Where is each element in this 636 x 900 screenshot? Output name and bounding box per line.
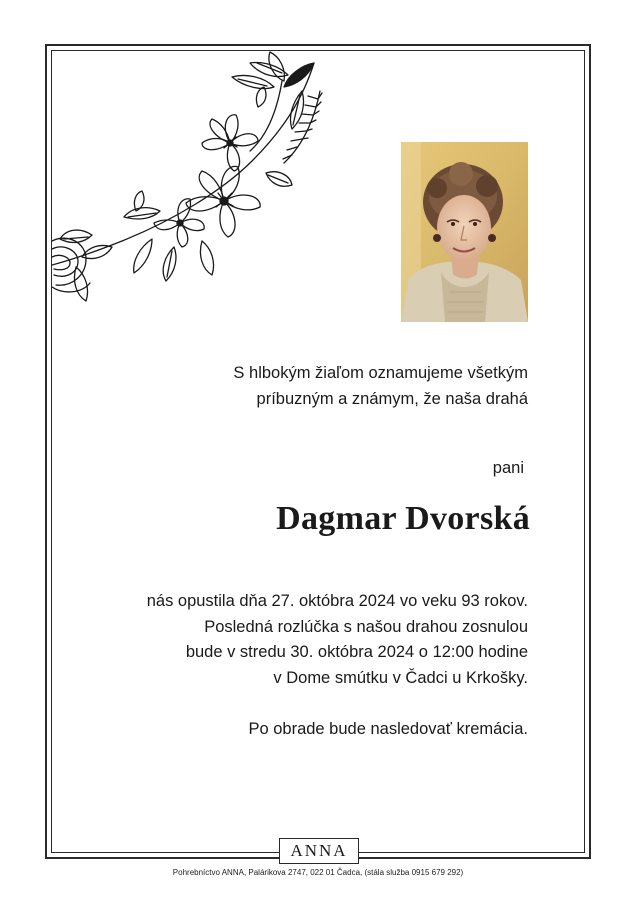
brand-badge: ANNA [279,838,359,864]
details-line-1: nás opustila dňa 27. októbra 2024 vo veku 93 rokov. [146,592,528,610]
title-word: pani [492,459,524,477]
portrait-photo [401,142,528,322]
floral-wreath-ornament [52,51,352,311]
details-line-4: v Dome smútku v Čadci u Krkošky. [273,668,528,687]
announcement-intro [233,360,528,412]
footer-contact: Pohrebníctvo ANNA, Palárikova 2747, 022 01 Čadca, (stála služba 0915 679 292) [172,868,464,877]
funeral-details [147,589,528,691]
intro-line-2: príbuzným a známym, že naša drahá [256,390,528,408]
intro-line-1: S hlbokým žiaľom oznamujeme všetkým [233,364,528,382]
details-line-2: Posledná rozlúčka s našou drahou zosnulou [204,617,528,636]
deceased-name: Dagmar Dvorská [276,500,530,537]
cremation-note: Po obrade bude nasledovať kremácia. [248,720,528,738]
details-line-3: bude v stredu 30. októbra 2024 o 12:00 hodine [185,643,528,661]
